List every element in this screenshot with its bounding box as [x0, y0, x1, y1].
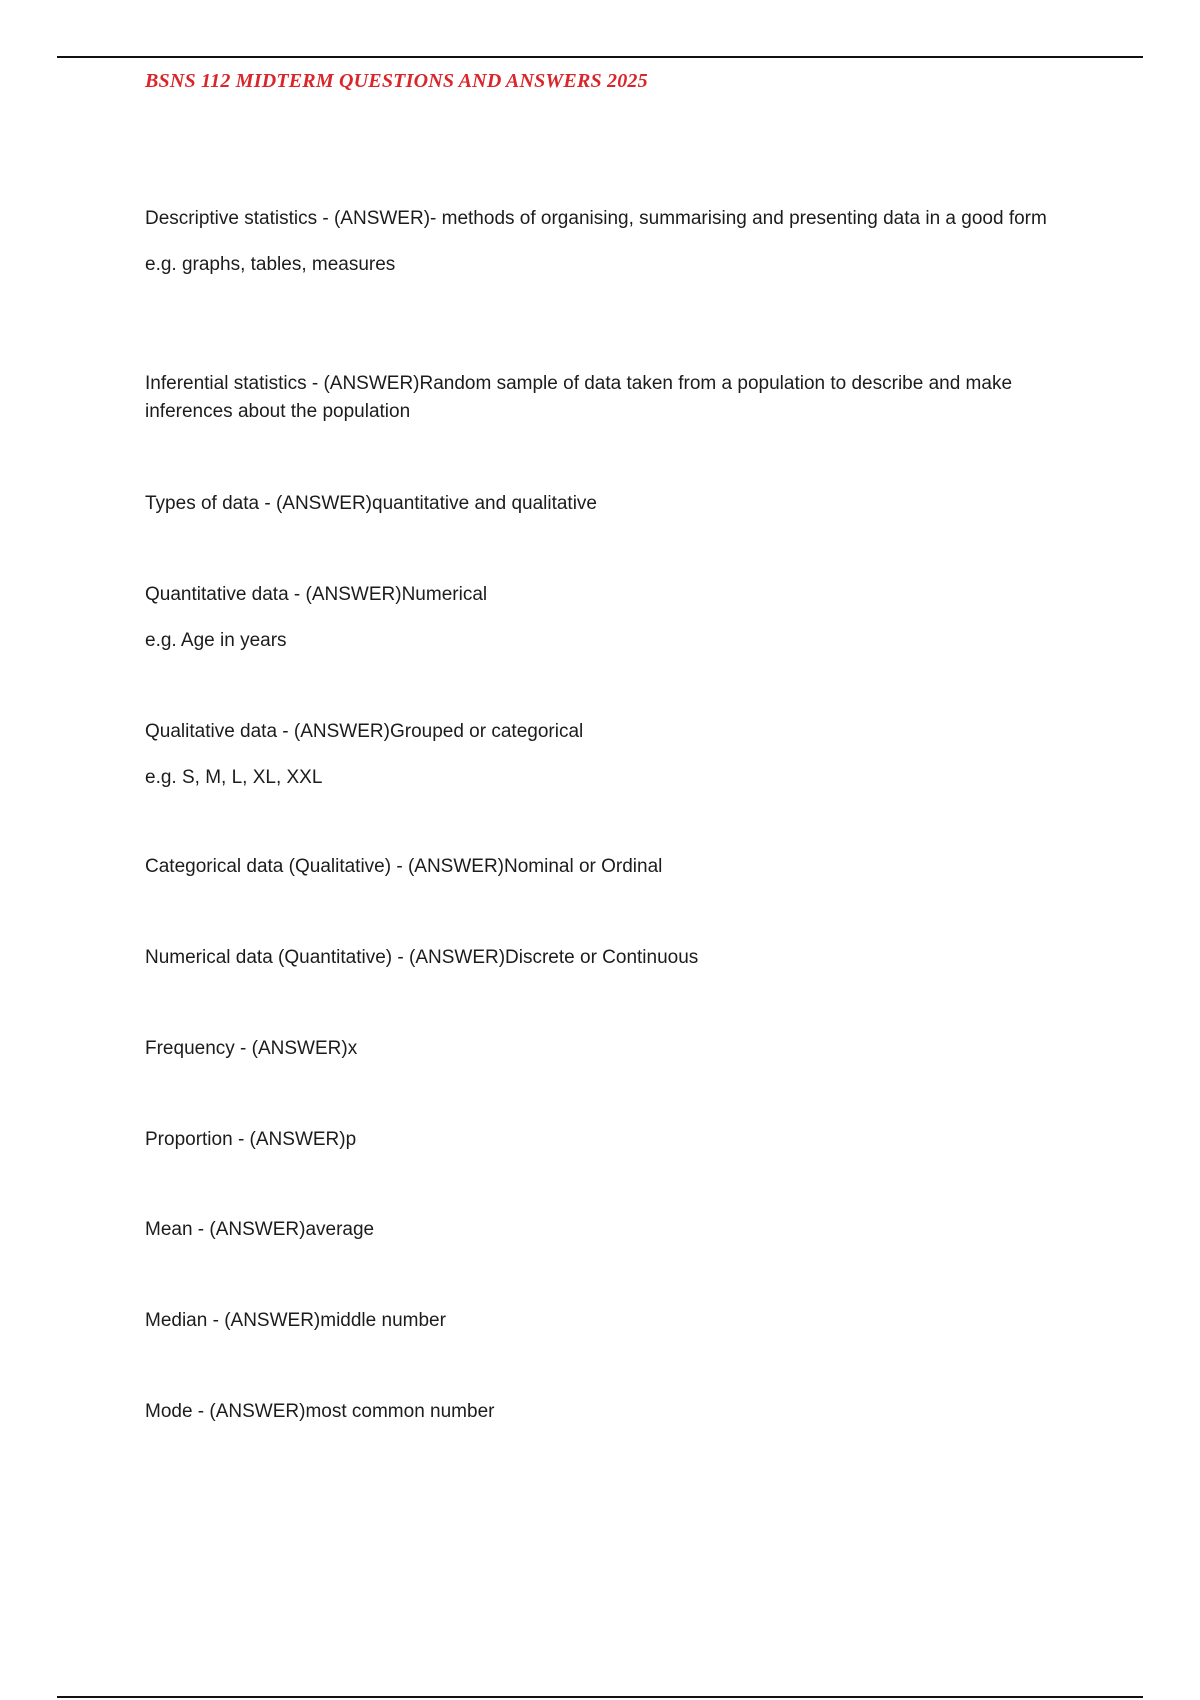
- entry-text: Proportion - (ANSWER)p: [145, 1129, 357, 1150]
- qa-entry-mean: [145, 1216, 1080, 1244]
- qa-entry-quantitative-data: [145, 581, 1080, 655]
- entry-text: Quantitative data - (ANSWER)Numerical: [145, 584, 488, 605]
- qa-entry-qualitative-data: [145, 718, 1080, 792]
- entry-text: Median - (ANSWER)middle number: [145, 1310, 446, 1331]
- entry-text: Frequency - (ANSWER)x: [145, 1038, 358, 1059]
- entry-text: Categorical data (Qualitative) - (ANSWER)Nominal or Ordinal: [145, 856, 663, 877]
- entry-text: Numerical data (Quantitative) - (ANSWER)Discrete or Continuous: [145, 947, 699, 968]
- qa-entry-frequency: [145, 1035, 1080, 1063]
- qa-entry-types-of-data: [145, 490, 1080, 518]
- entry-example: e.g. graphs, tables, measures: [145, 254, 396, 275]
- bottom-rule: [57, 1696, 1143, 1698]
- entry-text: Types of data - (ANSWER)quantitative and qualitative: [145, 493, 598, 514]
- entry-text: Inferential statistics - (ANSWER)Random sample of data taken from a population to describe and make inferences about the population: [145, 373, 1013, 422]
- entry-example: e.g. S, M, L, XL, XXL: [145, 767, 323, 788]
- qa-entry-proportion: [145, 1126, 1080, 1154]
- entry-text: Qualitative data - (ANSWER)Grouped or categorical: [145, 721, 584, 742]
- qa-entry-median: [145, 1307, 1080, 1335]
- qa-entry-numerical-data: [145, 944, 1080, 972]
- entry-text: Descriptive statistics - (ANSWER)- methods of organising, summarising and presenting data in a good form: [145, 208, 1047, 229]
- qa-entry-descriptive-statistics: [145, 205, 1080, 279]
- entry-text: Mode - (ANSWER)most common number: [145, 1401, 495, 1422]
- qa-entry-mode: [145, 1398, 1080, 1426]
- qa-entry-categorical-data: [145, 853, 1080, 881]
- top-rule: [57, 56, 1143, 58]
- qa-entry-inferential-statistics: [145, 370, 1080, 426]
- entry-example: e.g. Age in years: [145, 630, 287, 651]
- document-title: BSNS 112 MIDTERM QUESTIONS AND ANSWERS 2025: [145, 70, 648, 92]
- entry-text: Mean - (ANSWER)average: [145, 1219, 375, 1240]
